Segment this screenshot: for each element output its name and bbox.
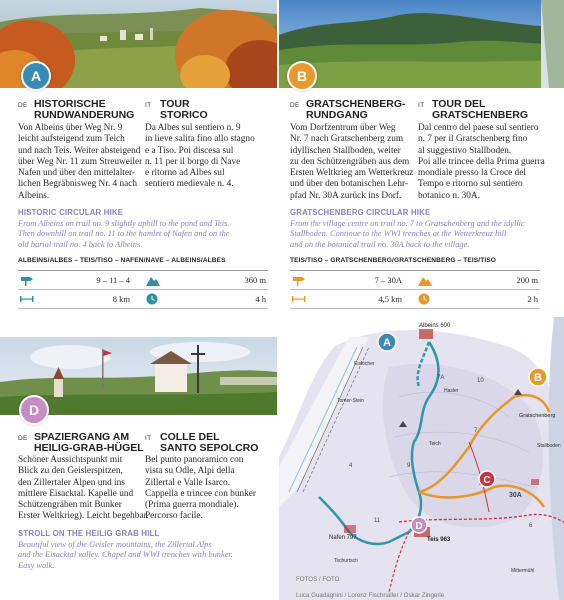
lang-it-b: IT [418, 102, 425, 109]
title-it-a: TOUR STORICO [160, 98, 208, 121]
credits-label: FOTOS / FOTO [296, 576, 340, 583]
badge-b: B [287, 61, 317, 91]
map-trail-30a: 30A [509, 492, 522, 499]
distance-value-a: 8 km [112, 294, 130, 304]
lang-de-b: DE [290, 102, 300, 109]
map-label-stallboden: Stallboden [537, 443, 561, 449]
map-label-teich: Teich [429, 441, 441, 447]
trail-sign-icon [292, 274, 306, 286]
en-title-b: GRATSCHENBERG CIRCULAR HIKE [290, 208, 431, 217]
text-de-d: Schöner Aussichtspunkt mit Blick zu den Geislerspitzen, den Zillertaler Alpen und ins mittlere Eisacktal. Kapelle und Schützengräben mit Bunker Erster Weltkrieg). Leicht begehbar. [18, 455, 149, 522]
title-de-d: SPAZIERGANG AM HEILIG-GRAB-HÜGEL [34, 431, 144, 454]
clock-icon [418, 293, 432, 305]
en-title-d: STROLL ON THE HEILIG GRAB HILL [18, 529, 160, 538]
en-text-d: Beautiful view of the Geisler mountains, the Zillertal Alps and the Eisacktal valley. Chapel and WWI trenches with bunker. Easy walk. [18, 540, 233, 570]
photo-mountain-valley [279, 0, 564, 88]
title-it-b: TOUR DEL GRATSCHENBERG [432, 98, 529, 121]
credits-names: Luca Guadagnini / Lorenz Fischnaller / Oskar Zingerle [296, 592, 445, 599]
text-it-a: Da Albes sul sentiero n. 9 in lieve salita fino allo stagno e a Tiso. Poi discesa sul n. 11 per il borgo di Nave e ritorno ad Albes sul sentiero medievale n. 4. [145, 123, 255, 190]
mountain-icon [418, 274, 432, 286]
trail-map [279, 317, 564, 600]
text-it-b: Dal centro del paese sul sentiero n. 7 per il Gratschenberg fino al suggestivo Stallboden. Poi alle trincee della Prima guerra mondiale presso la Croce del Tempo e ritorno sul sentiero botanico n. 30A. [418, 123, 545, 201]
map-trail-7: 7 [474, 428, 478, 434]
text-de-a: Von Albeins über Weg Nr. 9 leicht aufsteigend zum Teich und nach Teis. Weiter absteigend über Weg Nr. 11 zum Streuweiler Nafen und über den mittelalter- lichen Begräbnisweg Nr. 4 nach Albeins. [18, 123, 143, 201]
route-a: ALBEINS/ALBES – TEIS/TISO – NAFEN/NAVE – ALBEINS/ALBES [18, 257, 226, 264]
lang-it-a: IT [145, 102, 152, 109]
map-label-mittermuehl: Mittermühl [511, 568, 535, 574]
en-title-a: HISTORIC CIRCULAR HIKE [18, 208, 124, 217]
map-label-gratschenberg: Gratschenberg [519, 413, 556, 419]
distance-icon [20, 293, 34, 305]
map-label-tomer-stein: Tomer-Stein [337, 398, 364, 404]
map-label-eisloecher: Eislöcher [354, 361, 375, 367]
distance-icon [292, 293, 306, 305]
distance-value-b: 4,5 km [378, 294, 402, 304]
badge-a: A [21, 61, 51, 91]
map-trail-10: 10 [477, 378, 484, 384]
map-trail-11: 11 [374, 518, 381, 524]
en-text-b: From the village centre on trail no. 7 to Gratschenberg and the idyllic Stallboden. Continue to the WWI trenches at the Wetterkreuz hill and on the botanical trail no. 30A back to the village. [290, 219, 525, 249]
badge-d: D [19, 395, 49, 425]
map-trail-7a: 7A [437, 375, 445, 381]
mountain-icon [146, 274, 160, 286]
map-label-teis: Teis 963 [427, 537, 451, 543]
stats-table-a [18, 270, 268, 309]
map-trail-6: 6 [529, 523, 533, 529]
text-de-b: Vom Dorfzentrum über Weg Nr. 7 nach Gratschenberg zum idyllischen Stallboden, weiter zu den Schützengräben aus dem Ersten Weltkrieg am Wetterkreuz und über den botanischen Lehr- pfad Nr. 30A zurück ins Dorf. [290, 123, 414, 201]
elevation-value-a: 360 m [244, 275, 266, 285]
title-it-d: COLLE DEL SANTO SEPOLCRO [160, 431, 259, 454]
trails-value-b: 7 – 30A [374, 275, 402, 285]
time-value-b: 2 h [527, 294, 538, 304]
clock-icon [146, 293, 160, 305]
map-badge-a-label: A [383, 337, 391, 349]
route-b: TEIS/TISO – GRATSCHENBERG/GRATSCHENBERG – TEIS/TISO [290, 257, 496, 264]
lang-de-d: DE [18, 435, 28, 442]
trail-sign-icon [20, 274, 34, 286]
stats-table-b [290, 270, 540, 309]
photo-credits [296, 568, 444, 600]
map-badge-c-label: C [483, 475, 491, 486]
elevation-value-b: 200 m [516, 275, 538, 285]
title-de-b: GRATSCHENBERG- RUNDGANG [306, 98, 406, 121]
map-label-tschurtsch: Tschurtsch [334, 558, 358, 564]
text-it-d: Bel punto panoramico con vista su Odle, Alpi della Zillertal e Valle Isarco. Cappella e trincee con bunker (Prima guerra mondiale). Percorso facile. [145, 455, 256, 522]
lang-it-d: IT [145, 435, 152, 442]
trails-value-a: 9 – 11 – 4 [96, 275, 130, 285]
map-label-nafen: Nafen 797 [329, 535, 357, 541]
lang-de-a: DE [18, 102, 28, 109]
map-label-albeins: Albeins 600 [419, 323, 451, 329]
title-de-a: HISTORISCHE RUNDWANDERUNG [34, 98, 135, 121]
map-badge-d-label: D [415, 521, 423, 532]
map-trail-4: 4 [349, 463, 353, 469]
en-text-a: From Albeins on trail no. 9 slightly uphill to the pond and Teis. Then downhill on trail no. 11 to the hamlet of Nafen and on the old burial trail no. 4 back to Albeins. [18, 219, 230, 249]
map-label-hasler: Hasler [444, 388, 459, 394]
map-badge-b-label: B [534, 372, 542, 384]
map-trail-9: 9 [407, 463, 411, 469]
time-value-a: 4 h [255, 294, 266, 304]
